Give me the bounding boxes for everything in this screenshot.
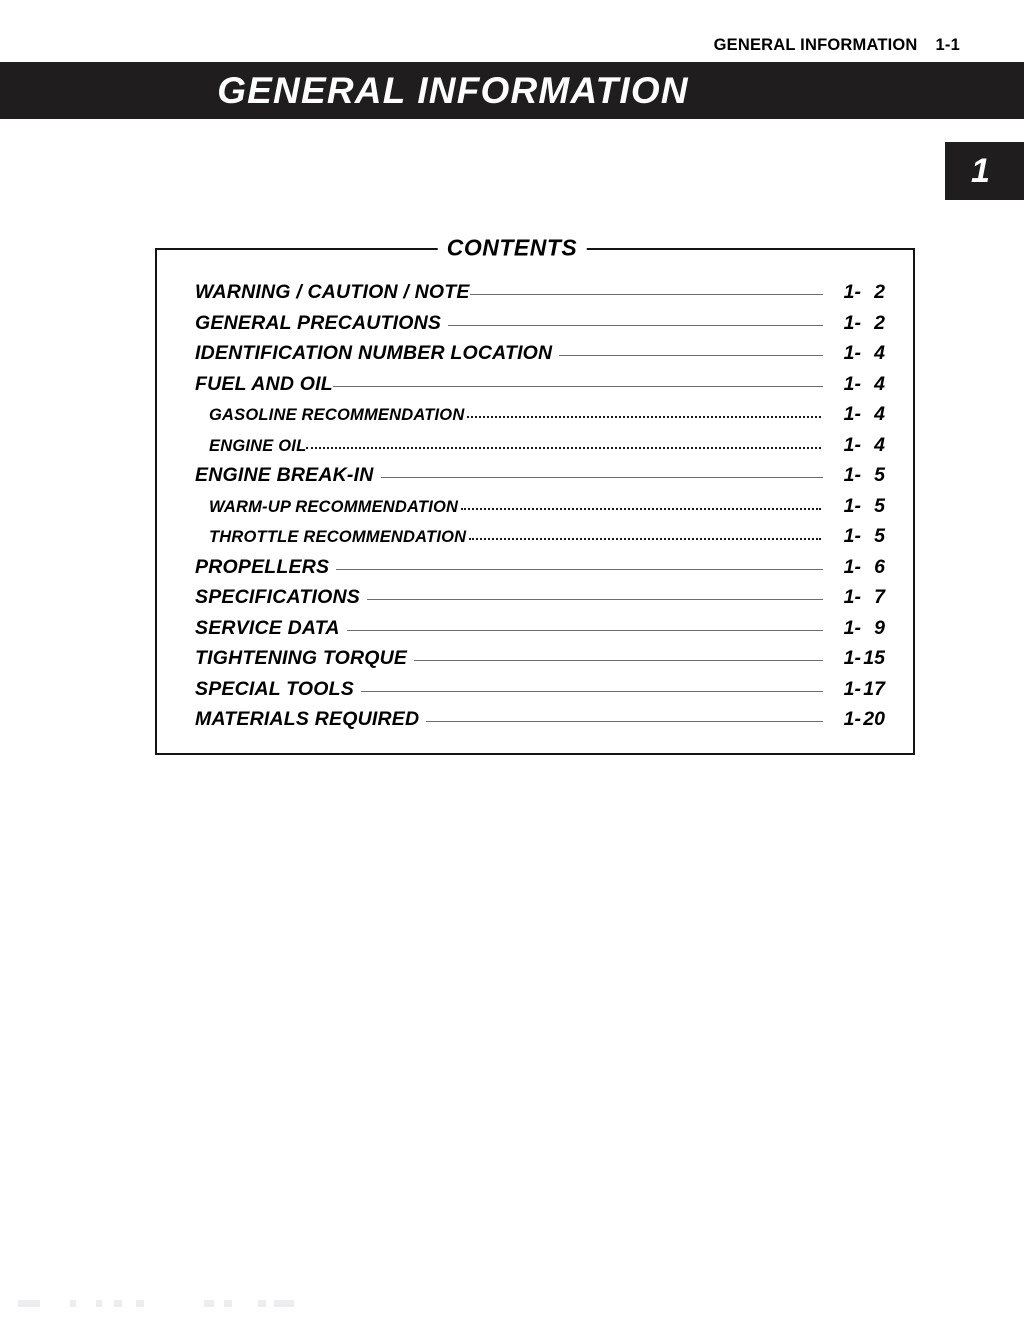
toc-entry[interactable] xyxy=(195,708,885,739)
toc-entry-chapter-prefix: 1- xyxy=(843,403,861,425)
chapter-title: GENERAL INFORMATION xyxy=(217,69,689,111)
toc-entry-page xyxy=(829,373,885,396)
toc-entry-page xyxy=(829,525,885,548)
toc-entry[interactable] xyxy=(195,647,885,678)
toc-entry-label: TIGHTENING TORQUE xyxy=(195,647,408,669)
toc-entry-page xyxy=(829,495,885,518)
toc-entry-page xyxy=(829,647,885,670)
toc-entry-chapter-prefix: 1- xyxy=(843,708,861,730)
toc-entry[interactable] xyxy=(195,525,885,556)
toc-entry-page xyxy=(829,617,885,640)
toc-entry[interactable] xyxy=(195,678,885,709)
toc-entry-chapter-prefix: 1- xyxy=(843,342,861,364)
toc-entry-page-number: 4 xyxy=(874,372,885,395)
toc-entry-chapter-prefix: 1- xyxy=(843,555,861,578)
toc-entry[interactable] xyxy=(195,403,885,434)
toc-entry-label: SPECIFICATIONS xyxy=(195,586,360,608)
toc-entry-page xyxy=(829,708,885,731)
toc-entry-page-number: 4 xyxy=(874,433,885,456)
toc-entry-label: FUEL AND OIL xyxy=(195,372,333,395)
chapter-tab-number: 1 xyxy=(971,151,990,190)
toc-entry-leader xyxy=(467,415,821,418)
chapter-title-banner xyxy=(0,62,1024,119)
table-of-contents xyxy=(195,281,885,739)
toc-entry-page xyxy=(829,434,885,457)
toc-entry-page-number: 2 xyxy=(874,311,885,334)
toc-entry-leader xyxy=(461,507,821,510)
toc-entry-leader xyxy=(426,720,823,722)
toc-entry-label: THROTTLE RECOMMENDATION xyxy=(209,528,467,546)
toc-entry-page xyxy=(829,312,885,335)
toc-entry-chapter-prefix: 1- xyxy=(843,494,861,517)
toc-entry-page-number: 17 xyxy=(863,677,885,700)
toc-entry-leader xyxy=(333,385,823,387)
toc-entry-chapter-prefix: 1- xyxy=(843,586,861,608)
toc-entry-page-number: 5 xyxy=(874,494,885,517)
toc-entry-leader xyxy=(381,476,823,478)
toc-entry-chapter-prefix: 1- xyxy=(843,311,861,334)
chapter-tab xyxy=(945,142,1024,200)
toc-entry-chapter-prefix: 1- xyxy=(843,464,861,486)
toc-entry-page-number: 4 xyxy=(874,342,885,364)
toc-entry-page xyxy=(829,342,885,365)
toc-entry-page xyxy=(829,556,885,579)
toc-entry-page-number: 4 xyxy=(874,403,885,425)
toc-entry[interactable] xyxy=(195,464,885,495)
toc-entry-label: WARNING / CAUTION / NOTE xyxy=(195,281,470,303)
toc-entry-page-number: 5 xyxy=(874,525,885,547)
toc-entry-page-number: 9 xyxy=(874,616,885,639)
toc-entry-leader xyxy=(469,537,821,540)
toc-entry[interactable] xyxy=(195,495,885,526)
toc-entry-page xyxy=(829,464,885,487)
contents-legend: CONTENTS xyxy=(438,235,587,262)
toc-entry-page xyxy=(829,281,885,304)
toc-entry-page-number: 7 xyxy=(874,586,885,608)
running-header-page-ref: 1-1 xyxy=(935,36,960,54)
toc-entry-label: ENGINE OIL xyxy=(209,436,307,455)
toc-entry-page xyxy=(829,678,885,701)
toc-entry[interactable] xyxy=(195,617,885,648)
running-header-title: GENERAL INFORMATION xyxy=(713,36,918,54)
toc-entry-page-number: 6 xyxy=(874,555,885,578)
toc-entry-label: GENERAL PRECAUTIONS xyxy=(195,311,442,334)
toc-entry-chapter-prefix: 1- xyxy=(843,433,861,456)
toc-entry-chapter-prefix: 1- xyxy=(843,372,861,395)
toc-entry[interactable] xyxy=(195,342,885,373)
toc-entry-leader xyxy=(559,354,823,356)
toc-entry-page xyxy=(829,403,885,426)
toc-entry-page-number: 20 xyxy=(863,708,885,730)
toc-entry-page-number: 15 xyxy=(863,647,885,669)
toc-entry[interactable] xyxy=(195,556,885,587)
toc-entry-chapter-prefix: 1- xyxy=(843,525,861,547)
toc-entry-chapter-prefix: 1- xyxy=(843,281,861,303)
toc-entry-page xyxy=(829,586,885,609)
toc-entry[interactable] xyxy=(195,434,885,465)
toc-entry-label: SPECIAL TOOLS xyxy=(195,677,354,700)
toc-entry-label: ENGINE BREAK-IN xyxy=(195,464,374,486)
toc-entry-leader xyxy=(448,324,823,326)
toc-entry-page-number: 2 xyxy=(874,281,885,303)
toc-entry-leader xyxy=(367,598,823,600)
toc-entry[interactable] xyxy=(195,281,885,312)
toc-entry[interactable] xyxy=(195,586,885,617)
toc-entry-page-number: 5 xyxy=(874,464,885,486)
toc-entry-label: PROPELLERS xyxy=(195,555,330,578)
toc-entry-leader xyxy=(470,293,823,295)
toc-entry[interactable] xyxy=(195,373,885,404)
toc-entry-label: MATERIALS REQUIRED xyxy=(195,708,420,730)
toc-entry-chapter-prefix: 1- xyxy=(843,647,861,669)
toc-entry[interactable] xyxy=(195,312,885,343)
toc-entry-label: IDENTIFICATION NUMBER LOCATION xyxy=(195,342,553,364)
toc-entry-leader xyxy=(361,690,823,692)
toc-entry-label: SERVICE DATA xyxy=(195,616,340,639)
scan-artifact xyxy=(18,1300,348,1307)
toc-entry-chapter-prefix: 1- xyxy=(843,677,861,700)
toc-entry-label: WARM-UP RECOMMENDATION xyxy=(209,497,459,516)
toc-entry-leader xyxy=(336,568,823,570)
running-header xyxy=(714,36,960,55)
toc-entry-leader xyxy=(306,446,821,449)
toc-entry-leader xyxy=(347,629,823,631)
toc-entry-label: GASOLINE RECOMMENDATION xyxy=(209,406,465,424)
toc-entry-chapter-prefix: 1- xyxy=(843,616,861,639)
toc-entry-leader xyxy=(414,659,823,661)
